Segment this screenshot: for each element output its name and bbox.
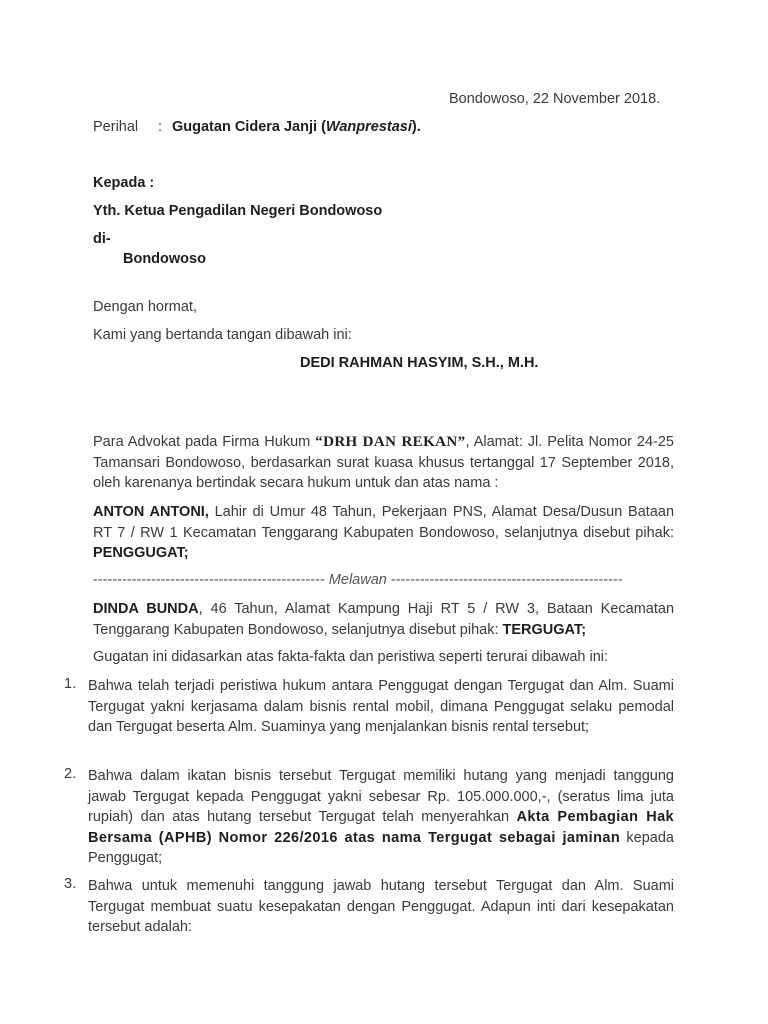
- kepada-label: Kepada :: [93, 175, 155, 191]
- addressee-di: di-: [93, 231, 111, 247]
- intro-line: Kami yang bertanda tangan dibawah ini:: [93, 327, 352, 343]
- item-number: 2.: [64, 766, 77, 782]
- lawyer-name: DEDI RAHMAN HASYIM, S.H., M.H.: [300, 355, 539, 371]
- separator-word: Melawan: [324, 572, 391, 588]
- advocate-after: , Alamat: Jl. Pelita Nomor 24-25 Tamansari Bondowoso, berdasarkan surat kuasa khusus tertanggal 17 September 2018, oleh karenanya bertindak secara hukum untuk dan atas nama :: [93, 434, 675, 491]
- addressee-yth: Yth. Ketua Pengadilan Negeri Bondowoso: [93, 203, 383, 219]
- addressee-city: Bondowoso: [123, 251, 206, 267]
- advocate-paragraph: [93, 432, 674, 494]
- separator-right: ------------------------------------------------: [390, 572, 623, 588]
- item-number: 3.: [64, 876, 77, 892]
- date-line: Bondowoso, 22 November 2018.: [449, 91, 661, 107]
- perihal-colon: :: [158, 119, 163, 135]
- separator-left: ------------------------------------------------: [93, 572, 325, 588]
- perihal-subject: [172, 119, 421, 135]
- list-item: Bahwa untuk memenuhi tanggung jawab hutang tersebut Tergugat dan Alm. Suami Tergugat membuat suatu kesepakatan dengan Penggugat. Adapun inti dari kesepakatan tersebut adalah:: [88, 878, 674, 935]
- item-tail: kepada Penggugat;: [88, 829, 674, 866]
- defendant-role: TERGUGAT;: [502, 621, 587, 638]
- item-number: 1.: [64, 676, 77, 692]
- perihal-label: Perihal: [93, 119, 139, 135]
- defendant-paragraph: [93, 599, 674, 640]
- greeting: Dengan hormat,: [93, 299, 197, 315]
- item-text: Bahwa dalam ikatan bisnis tersebut Tergugat memiliki hutang yang menjadi tanggung jawab Tergugat kepada Penggugat yakni sebesar Rp. 105.000.000,-, (seratus lima juta rupiah) dan atas hutang tersebut Tergugat telah menyerahkan: [88, 768, 674, 825]
- advocate-before: Para Advokat pada Firma Hukum: [93, 434, 316, 450]
- plaintiff-text: Lahir di Umur 48 Tahun, Pekerjaan PNS, Alamat Desa/Dusun Bataan RT 7 / RW 1 Kecamatan Tenggarang Kabupaten Bondowoso, selanjutnya disebut pihak:: [93, 504, 675, 541]
- list-item: [88, 766, 674, 869]
- subject-suffix: ).: [411, 119, 421, 135]
- defendant-name: DINDA BUNDA: [93, 601, 199, 617]
- defendant-text: , 46 Tahun, Alamat Kampung Haji RT 5 / RW 3, Bataan Kecamatan Tenggarang Kabupaten Bondowoso, selanjutnya disebut pihak:: [93, 601, 675, 638]
- subject-prefix: Gugatan Cidera Janji (: [172, 119, 326, 135]
- subject-italic: Wanprestasi: [325, 119, 412, 135]
- plaintiff-paragraph: [93, 502, 674, 564]
- plaintiff-role: PENGGUGAT;: [93, 545, 189, 561]
- facts-intro: Gugatan ini didasarkan atas fakta-fakta dan peristiwa seperti terurai dibawah ini:: [93, 649, 609, 665]
- separator-line: [93, 572, 674, 588]
- list-item: Bahwa telah terjadi peristiwa hukum antara Penggugat dengan Tergugat dan Alm. Suami Tergugat yakni kerjasama dalam bisnis rental mobil, dimana Penggugat selaku pemodal dan Tergugat beserta Alm. Suaminya yang menjalankan bisnis rental tersebut;: [88, 678, 674, 735]
- plaintiff-name: ANTON ANTONI,: [93, 504, 209, 520]
- firm-name: “DRH DAN REKAN”: [315, 434, 466, 450]
- item-bold-text: Akta Pembagian Hak Bersama (APHB) Nomor 226/2016 atas nama Tergugat sebagai jaminan: [88, 809, 674, 846]
